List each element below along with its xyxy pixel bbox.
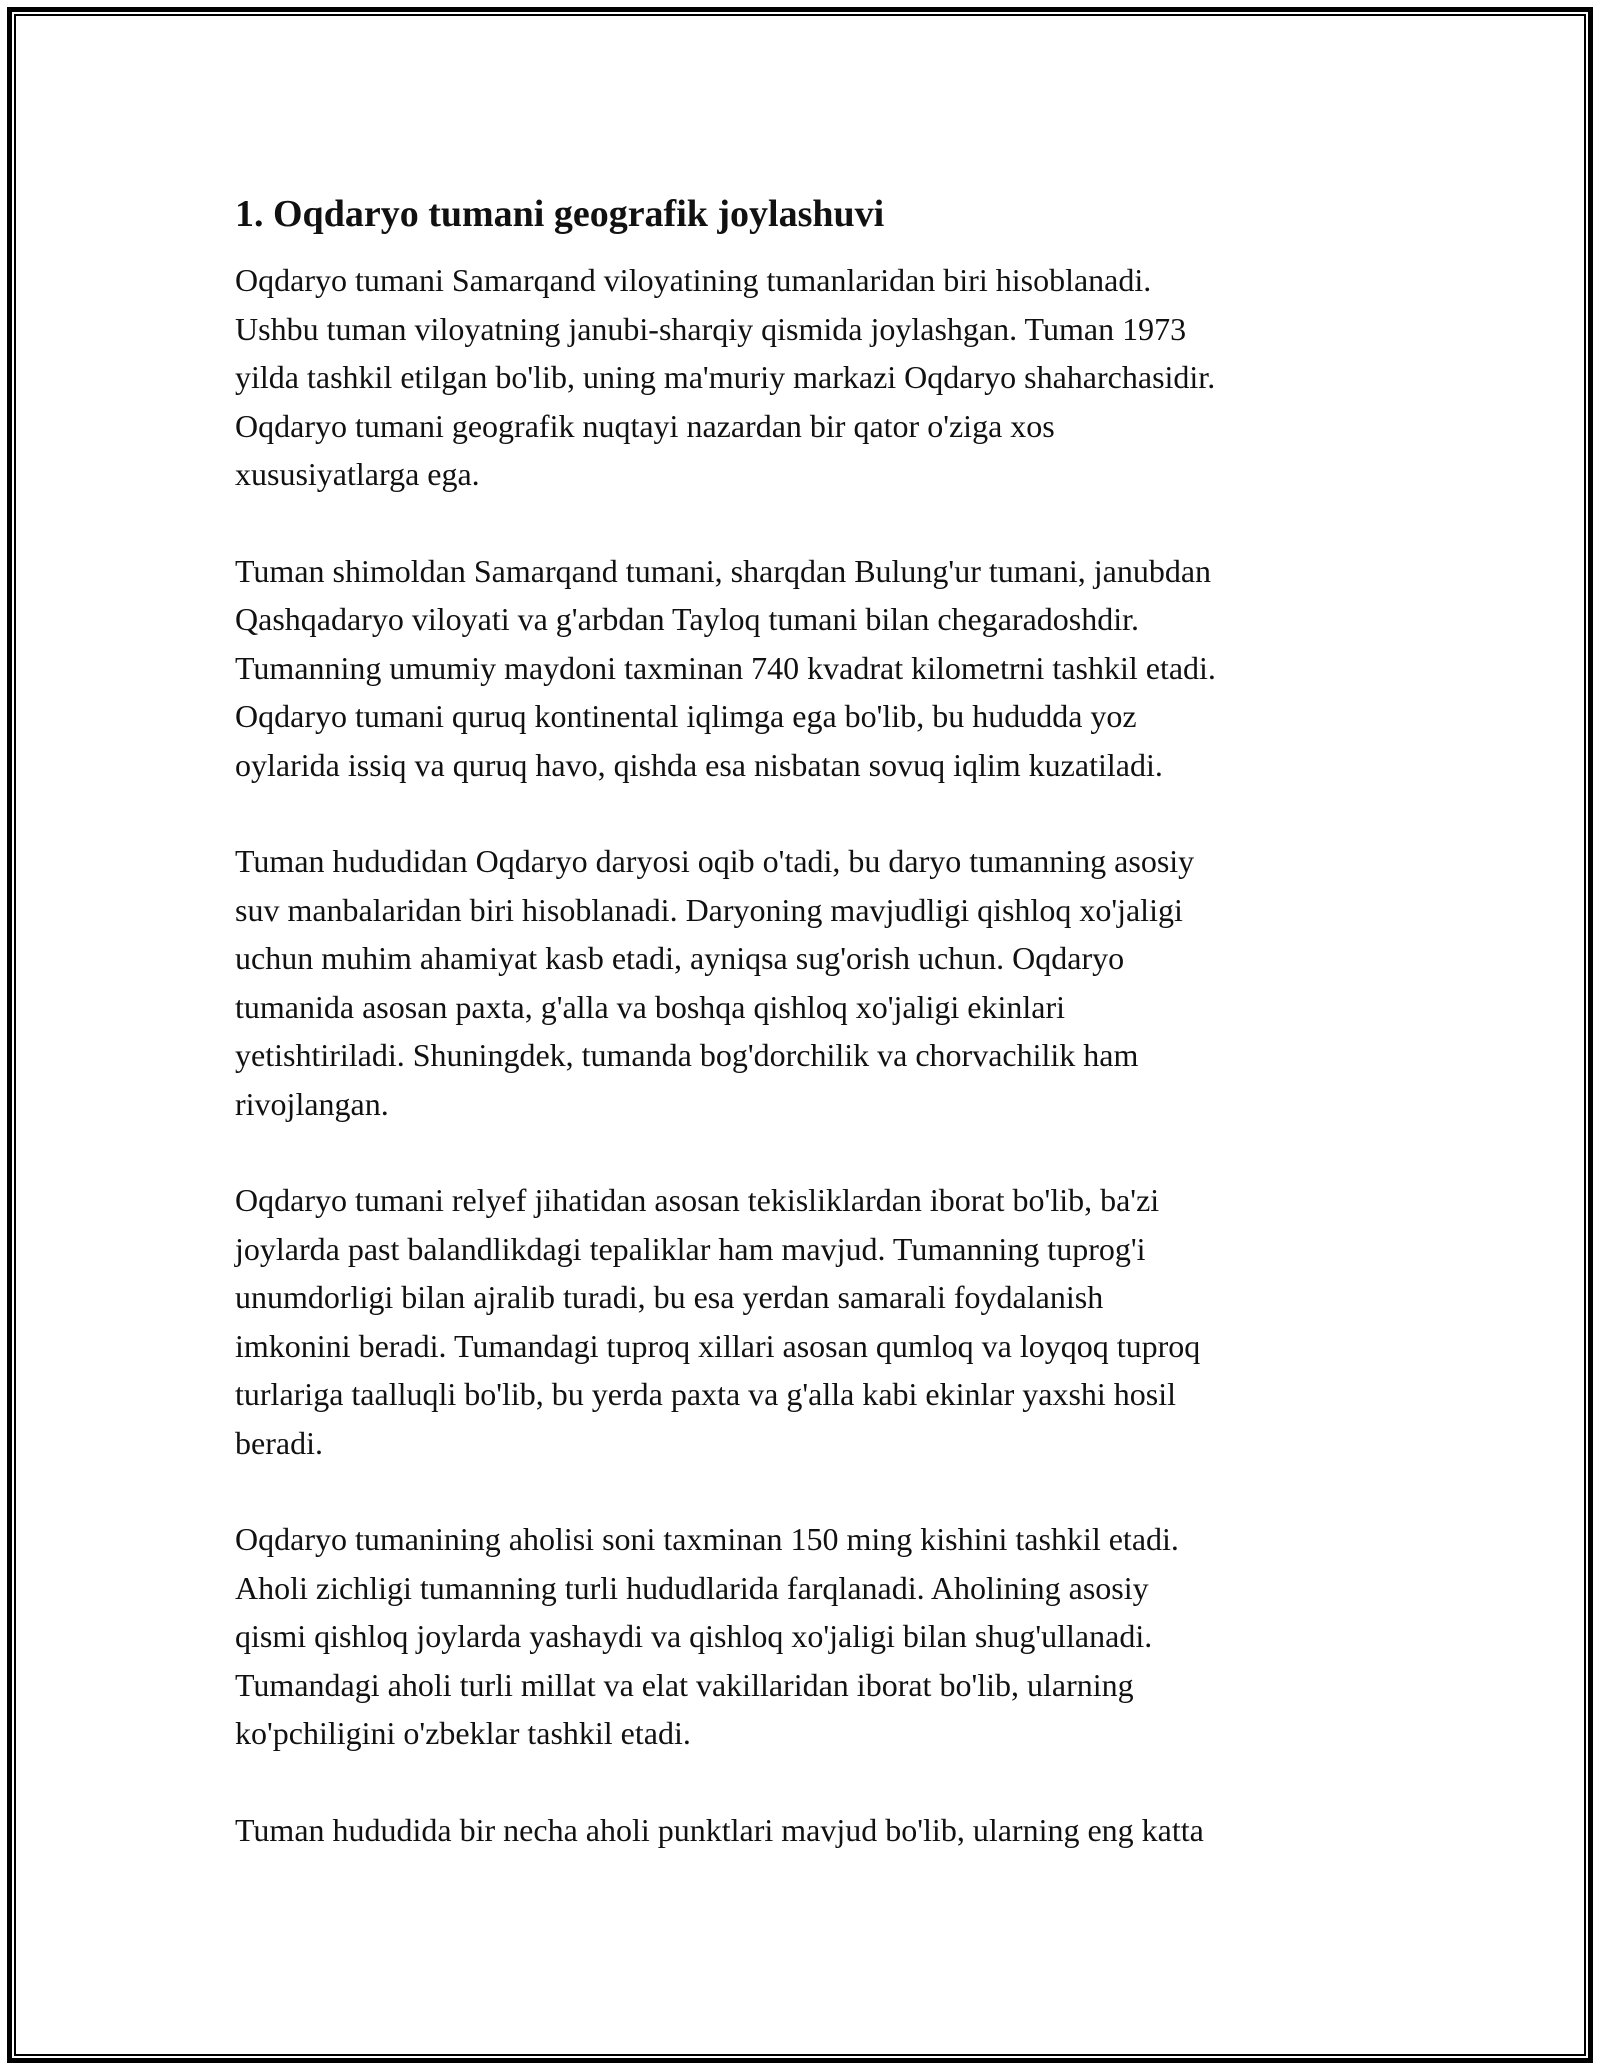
paragraph-line: Oqdaryo tumani quruq kontinental iqlimga ega bo'lib, bu hududda yoz	[235, 698, 1137, 734]
paragraph-line: unumdorligi bilan ajralib turadi, bu esa yerdan samarali foydalanish	[235, 1279, 1104, 1315]
paragraph-line: xususiyatlarga ega.	[235, 456, 480, 492]
paragraph-line: Ushbu tuman viloyatning janubi-sharqiy qismida joylashgan. Tuman 1973	[235, 310, 1187, 347]
paragraph-line: qismi qishloq joylarda yashaydi va qishloq xo'jaligi bilan shug'ullanadi.	[235, 1618, 1153, 1654]
paragraph	[235, 837, 1375, 1128]
paragraph-line: Oqdaryo tumanining aholisi soni taxminan 150 ming kishini tashkil etadi.	[235, 1521, 1179, 1557]
paragraph-line: Tuman hududidan Oqdaryo daryosi oqib o'tadi, bu daryo tumanning asosiy	[235, 843, 1195, 879]
paragraph	[235, 1806, 1375, 1855]
paragraph	[235, 1515, 1375, 1758]
paragraph-line: Tuman shimoldan Samarqand tumani, sharqdan Bulung'ur tumani, janubdan	[235, 552, 1212, 589]
paragraph	[235, 547, 1375, 790]
paragraph-line: Aholi zichligi tumanning turli hududlarida farqlanadi. Aholining asosiy	[235, 1569, 1149, 1606]
paragraph-list	[235, 256, 1375, 1854]
paragraph-line: suv manbalaridan biri hisoblanadi. Daryoning mavjudligi qishloq xo'jaligi	[235, 891, 1183, 928]
paragraph-line: ko'pchiligini o'zbeklar tashkil etadi.	[235, 1715, 691, 1751]
paragraph-line: yilda tashkil etilgan bo'lib, uning ma'muriy markazi Oqdaryo shaharchasidir.	[235, 359, 1216, 395]
paragraph	[235, 1176, 1375, 1467]
paragraph-line: Oqdaryo tumani relyef jihatidan asosan tekisliklardan iborat bo'lib, ba'zi	[235, 1182, 1160, 1218]
paragraph-line: oylarida issiq va quruq havo, qishda esa nisbatan sovuq iqlim kuzatiladi.	[235, 746, 1163, 783]
paragraph-line: Oqdaryo tumani Samarqand viloyatining tumanlaridan biri hisoblanadi.	[235, 262, 1152, 298]
paragraph-line: joylarda past balandlikdagi tepaliklar ham mavjud. Tumanning tuprog'i	[235, 1230, 1146, 1267]
paragraph-line: tumanida asosan paxta, g'alla va boshqa qishloq xo'jaligi ekinlari	[235, 988, 1065, 1025]
paragraph-line: imkonini beradi. Tumandagi tuproq xillari asosan qumloq va loyqoq tuproq	[235, 1327, 1201, 1364]
paragraph-line: Oqdaryo tumani geografik nuqtayi nazardan bir qator o'ziga xos	[235, 407, 1055, 444]
paragraph-line: yetishtiriladi. Shuningdek, tumanda bog'dorchilik va chorvachilik ham	[235, 1037, 1139, 1073]
paragraph-line: turlariga taalluqli bo'lib, bu yerda paxta va g'alla kabi ekinlar yaxshi hosil	[235, 1376, 1177, 1412]
paragraph-line: Qashqadaryo viloyati va g'arbdan Tayloq tumani bilan chegaradoshdir.	[235, 601, 1140, 637]
paragraph-line: uchun muhim ahamiyat kasb etadi, ayniqsa sug'orish uchun. Oqdaryo	[235, 940, 1125, 976]
paragraph-line: Tumanning umumiy maydoni taxminan 740 kvadrat kilometrni tashkil etadi.	[235, 649, 1216, 686]
section-title: 1. Oqdaryo tumani geografik joylashuvi	[235, 193, 885, 235]
paragraph-line: Tuman hududida bir necha aholi punktlari mavjud bo'lib, ularning eng katta	[235, 1811, 1204, 1848]
paragraph-line: rivojlangan.	[235, 1085, 389, 1122]
document-body	[235, 186, 1375, 1902]
paragraph-line: beradi.	[235, 1424, 323, 1461]
paragraph-line: Tumandagi aholi turli millat va elat vakillaridan iborat bo'lib, ularning	[235, 1666, 1134, 1703]
paragraph	[235, 256, 1375, 499]
